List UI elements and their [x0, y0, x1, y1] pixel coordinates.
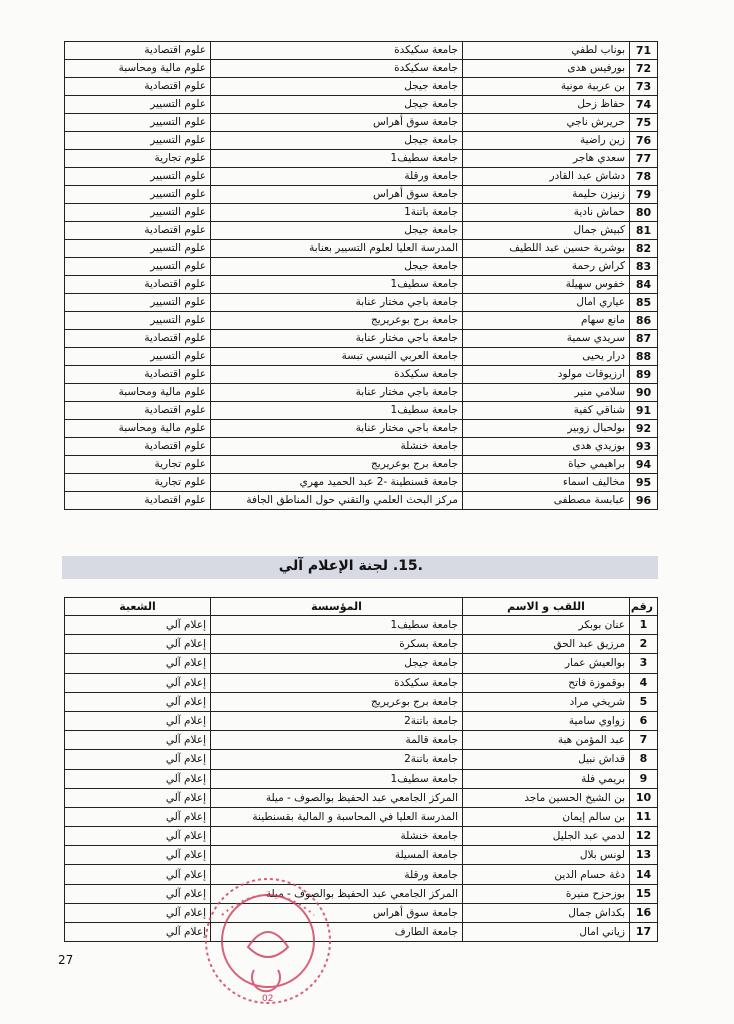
member-name: بكداش جمال	[463, 903, 630, 922]
specialty: إعلام آلي	[65, 827, 211, 846]
institution: جامعة برج بوعريريج	[211, 312, 463, 330]
table-row	[65, 258, 658, 276]
row-number: 6	[630, 711, 658, 730]
page-number: 27	[58, 953, 74, 967]
member-name: دغة حسام الدين	[463, 865, 630, 884]
member-name: شناقي كفية	[463, 402, 630, 420]
header-institution: المؤسسة	[211, 598, 463, 616]
institution: جامعة سوق أهراس	[211, 186, 463, 204]
table-row	[65, 474, 658, 492]
row-number: 9	[630, 769, 658, 788]
institution: جامعة جيجل	[211, 132, 463, 150]
table-row	[65, 827, 658, 846]
specialty: علوم مالية ومحاسبة	[65, 384, 211, 402]
table-row	[65, 846, 658, 865]
specialty: علوم التسيير	[65, 114, 211, 132]
member-name: كراش رحمة	[463, 258, 630, 276]
member-name: براهيمي حياة	[463, 456, 630, 474]
row-number: 77	[630, 150, 658, 168]
member-name: بوشربة حسين عبد اللطيف	[463, 240, 630, 258]
specialty: إعلام آلي	[65, 616, 211, 635]
row-number: 88	[630, 348, 658, 366]
specialty: إعلام آلي	[65, 692, 211, 711]
specialty: علوم التسيير	[65, 168, 211, 186]
specialty: إعلام آلي	[65, 731, 211, 750]
member-name: مرزيق عبد الحق	[463, 635, 630, 654]
institution: جامعة سكيكدة	[211, 60, 463, 78]
table-row	[65, 673, 658, 692]
specialty: إعلام آلي	[65, 903, 211, 922]
institution: جامعة برج بوعريريج	[211, 692, 463, 711]
row-number: 91	[630, 402, 658, 420]
table-row	[65, 731, 658, 750]
institution: جامعة سكيكدة	[211, 366, 463, 384]
member-name: عياري امال	[463, 294, 630, 312]
member-name: زياني امال	[463, 923, 630, 942]
table-row	[65, 204, 658, 222]
row-number: 15	[630, 884, 658, 903]
specialty: علوم التسيير	[65, 240, 211, 258]
row-number: 89	[630, 366, 658, 384]
row-number: 87	[630, 330, 658, 348]
row-number: 14	[630, 865, 658, 884]
member-name: بولحبال زوبير	[463, 420, 630, 438]
row-number: 17	[630, 923, 658, 942]
specialty: علوم اقتصادية	[65, 330, 211, 348]
table-body	[65, 42, 658, 510]
specialty: علوم التسيير	[65, 312, 211, 330]
table-row	[65, 312, 658, 330]
table-row	[65, 923, 658, 942]
row-number: 8	[630, 750, 658, 769]
institution: جامعة برج بوعريريج	[211, 456, 463, 474]
row-number: 93	[630, 438, 658, 456]
table-row	[65, 366, 658, 384]
row-number: 96	[630, 492, 658, 510]
header-number: رقم	[630, 598, 658, 616]
institution: جامعة باجي مختار عنابة	[211, 384, 463, 402]
stamp-number: 02	[262, 994, 274, 1004]
member-name: بوزحزح منيرة	[463, 884, 630, 903]
institution: جامعة جيجل	[211, 654, 463, 673]
member-name: سعدي هاجر	[463, 150, 630, 168]
member-name: بوقموزة فاتح	[463, 673, 630, 692]
specialty: إعلام آلي	[65, 884, 211, 903]
row-number: 76	[630, 132, 658, 150]
member-name: لونس بلال	[463, 846, 630, 865]
row-number: 81	[630, 222, 658, 240]
institution: جامعة سطيف1	[211, 150, 463, 168]
specialty: إعلام آلي	[65, 673, 211, 692]
institution: جامعة جيجل	[211, 96, 463, 114]
institution: جامعة قسنطينة -2 عبد الحميد مهري	[211, 474, 463, 492]
table-row	[65, 402, 658, 420]
member-name: زواوي سامية	[463, 711, 630, 730]
specialty: إعلام آلي	[65, 923, 211, 942]
member-name: عبابسة مصطفى	[463, 492, 630, 510]
specialty: علوم مالية ومحاسبة	[65, 420, 211, 438]
section-title: .15. لجنة الإعلام آلي	[278, 558, 423, 574]
institution: جامعة باجي مختار عنابة	[211, 420, 463, 438]
table-row	[65, 492, 658, 510]
table-row	[65, 294, 658, 312]
member-name: زين راضية	[463, 132, 630, 150]
institution: جامعة جيجل	[211, 222, 463, 240]
member-name: ارزيوقات مولود	[463, 366, 630, 384]
member-name: مخاليف اسماء	[463, 474, 630, 492]
member-name: بريمي فلة	[463, 769, 630, 788]
member-name: زنيزن حليمة	[463, 186, 630, 204]
specialty: علوم تجارية	[65, 150, 211, 168]
specialty: إعلام آلي	[65, 865, 211, 884]
member-name: حفاظ زحل	[463, 96, 630, 114]
specialty: علوم اقتصادية	[65, 276, 211, 294]
specialty: علوم التسيير	[65, 258, 211, 276]
row-number: 71	[630, 42, 658, 60]
row-number: 78	[630, 168, 658, 186]
institution: جامعة ورقلة	[211, 865, 463, 884]
institution: جامعة باتنة2	[211, 711, 463, 730]
table-row	[65, 865, 658, 884]
committee-members-table-continued	[64, 41, 658, 510]
specialty: إعلام آلي	[65, 635, 211, 654]
table-row	[65, 616, 658, 635]
specialty: إعلام آلي	[65, 846, 211, 865]
row-number: 85	[630, 294, 658, 312]
stamp-outer-ring	[206, 879, 330, 1003]
institution: جامعة الطارف	[211, 923, 463, 942]
table-row	[65, 276, 658, 294]
specialty: علوم اقتصادية	[65, 42, 211, 60]
row-number: 4	[630, 673, 658, 692]
table-row	[65, 42, 658, 60]
specialty: علوم اقتصادية	[65, 78, 211, 96]
stamp-lettering-arc	[222, 895, 314, 915]
table-row	[65, 78, 658, 96]
table-row	[65, 186, 658, 204]
row-number: 11	[630, 807, 658, 826]
table-row	[65, 750, 658, 769]
row-number: 95	[630, 474, 658, 492]
row-number: 13	[630, 846, 658, 865]
row-number: 83	[630, 258, 658, 276]
institution: المركز الجامعي عبد الحفيظ بوالصوف - ميلة	[211, 884, 463, 903]
member-name: حماش نادية	[463, 204, 630, 222]
table-row	[65, 114, 658, 132]
row-number: 90	[630, 384, 658, 402]
member-name: بن عربية مونية	[463, 78, 630, 96]
member-name: سريدي سمية	[463, 330, 630, 348]
specialty: علوم اقتصادية	[65, 222, 211, 240]
specialty: إعلام آلي	[65, 788, 211, 807]
row-number: 73	[630, 78, 658, 96]
row-number: 92	[630, 420, 658, 438]
table-row	[65, 60, 658, 78]
institution: جامعة خنشلة	[211, 827, 463, 846]
member-name: خفوس سهيلة	[463, 276, 630, 294]
row-number: 1	[630, 616, 658, 635]
specialty: إعلام آلي	[65, 750, 211, 769]
row-number: 2	[630, 635, 658, 654]
member-name: لدمي عبد الجليل	[463, 827, 630, 846]
row-number: 75	[630, 114, 658, 132]
specialty: علوم التسيير	[65, 186, 211, 204]
institution: جامعة باتنة2	[211, 750, 463, 769]
specialty: إعلام آلي	[65, 769, 211, 788]
table-row	[65, 96, 658, 114]
specialty: إعلام آلي	[65, 711, 211, 730]
institution: جامعة بسكرة	[211, 635, 463, 654]
specialty: علوم اقتصادية	[65, 438, 211, 456]
stamp-inner-ring	[222, 895, 314, 987]
member-name: كبيش جمال	[463, 222, 630, 240]
institution: جامعة جيجل	[211, 78, 463, 96]
member-name: مانع سهام	[463, 312, 630, 330]
row-number: 12	[630, 827, 658, 846]
computer-science-committee-table	[64, 597, 658, 942]
institution: جامعة باجي مختار عنابة	[211, 330, 463, 348]
member-name: بوالعيش عمار	[463, 654, 630, 673]
table-row	[65, 456, 658, 474]
table-row	[65, 807, 658, 826]
stamp-crescent	[252, 970, 280, 991]
stamp-emblem	[248, 932, 288, 957]
institution: جامعة قالمة	[211, 731, 463, 750]
table-row	[65, 132, 658, 150]
specialty: إعلام آلي	[65, 807, 211, 826]
table-row	[65, 654, 658, 673]
table-row	[65, 438, 658, 456]
header-specialty: الشعبة	[65, 598, 211, 616]
member-name: سلامي منير	[463, 384, 630, 402]
member-name: قداش نبيل	[463, 750, 630, 769]
member-name: بورفيس هدى	[463, 60, 630, 78]
specialty: علوم تجارية	[65, 456, 211, 474]
row-number: 79	[630, 186, 658, 204]
table-row	[65, 788, 658, 807]
row-number: 72	[630, 60, 658, 78]
table-row	[65, 384, 658, 402]
table-body	[65, 616, 658, 942]
specialty: علوم التسيير	[65, 348, 211, 366]
table-row	[65, 711, 658, 730]
institution: جامعة باجي مختار عنابة	[211, 294, 463, 312]
institution: المدرسة العليا في المحاسبة و المالية بقسنطينة	[211, 807, 463, 826]
member-name: بن الشيخ الحسين ماجد	[463, 788, 630, 807]
table-row	[65, 903, 658, 922]
table-row	[65, 420, 658, 438]
specialty: علوم مالية ومحاسبة	[65, 60, 211, 78]
section-heading-bar	[62, 556, 658, 579]
table-row	[65, 884, 658, 903]
table-row	[65, 168, 658, 186]
member-name: حريرش ناجي	[463, 114, 630, 132]
member-name: شريخي مراد	[463, 692, 630, 711]
institution: جامعة سوق أهراس	[211, 114, 463, 132]
specialty: علوم تجارية	[65, 474, 211, 492]
table-header-row	[65, 598, 658, 616]
institution: جامعة سطيف1	[211, 769, 463, 788]
institution: جامعة ورقلة	[211, 168, 463, 186]
table-row	[65, 222, 658, 240]
member-name: عبد المؤمن هبة	[463, 731, 630, 750]
specialty: علوم اقتصادية	[65, 492, 211, 510]
row-number: 94	[630, 456, 658, 474]
row-number: 80	[630, 204, 658, 222]
row-number: 5	[630, 692, 658, 711]
row-number: 84	[630, 276, 658, 294]
institution: جامعة سطيف1	[211, 616, 463, 635]
official-seal-stamp	[192, 875, 342, 1015]
institution: جامعة سوق أهراس	[211, 903, 463, 922]
institution: جامعة سكيكدة	[211, 673, 463, 692]
row-number: 82	[630, 240, 658, 258]
institution: مركز البحث العلمي والتقني حول المناطق الجافة	[211, 492, 463, 510]
table-row	[65, 240, 658, 258]
institution: المركز الجامعي عبد الحفيظ بوالصوف - ميلة	[211, 788, 463, 807]
row-number: 7	[630, 731, 658, 750]
table-row	[65, 348, 658, 366]
institution: جامعة خنشلة	[211, 438, 463, 456]
institution: جامعة العربي التبسي تبسة	[211, 348, 463, 366]
institution: جامعة المسيلة	[211, 846, 463, 865]
specialty: علوم التسيير	[65, 132, 211, 150]
institution: جامعة سطيف1	[211, 402, 463, 420]
table-row	[65, 692, 658, 711]
member-name: عنان بوبكر	[463, 616, 630, 635]
table-row	[65, 330, 658, 348]
member-name: درار يحيى	[463, 348, 630, 366]
row-number: 3	[630, 654, 658, 673]
row-number: 10	[630, 788, 658, 807]
table-row	[65, 150, 658, 168]
row-number: 74	[630, 96, 658, 114]
table-row	[65, 635, 658, 654]
specialty: علوم التسيير	[65, 294, 211, 312]
specialty: إعلام آلي	[65, 654, 211, 673]
specialty: علوم التسيير	[65, 204, 211, 222]
header-name: اللقب و الاسم	[463, 598, 630, 616]
institution: جامعة جيجل	[211, 258, 463, 276]
specialty: علوم اقتصادية	[65, 402, 211, 420]
specialty: علوم اقتصادية	[65, 366, 211, 384]
member-name: بوزيدي هدى	[463, 438, 630, 456]
institution: جامعة سطيف1	[211, 276, 463, 294]
institution: المدرسة العليا لعلوم التسيير بعنابة	[211, 240, 463, 258]
row-number: 86	[630, 312, 658, 330]
member-name: بوناب لطفي	[463, 42, 630, 60]
institution: جامعة سكيكدة	[211, 42, 463, 60]
row-number: 16	[630, 903, 658, 922]
member-name: دشاش عبد القادر	[463, 168, 630, 186]
specialty: علوم التسيير	[65, 96, 211, 114]
institution: جامعة باتنة1	[211, 204, 463, 222]
table-row	[65, 769, 658, 788]
member-name: بن سالم إيمان	[463, 807, 630, 826]
